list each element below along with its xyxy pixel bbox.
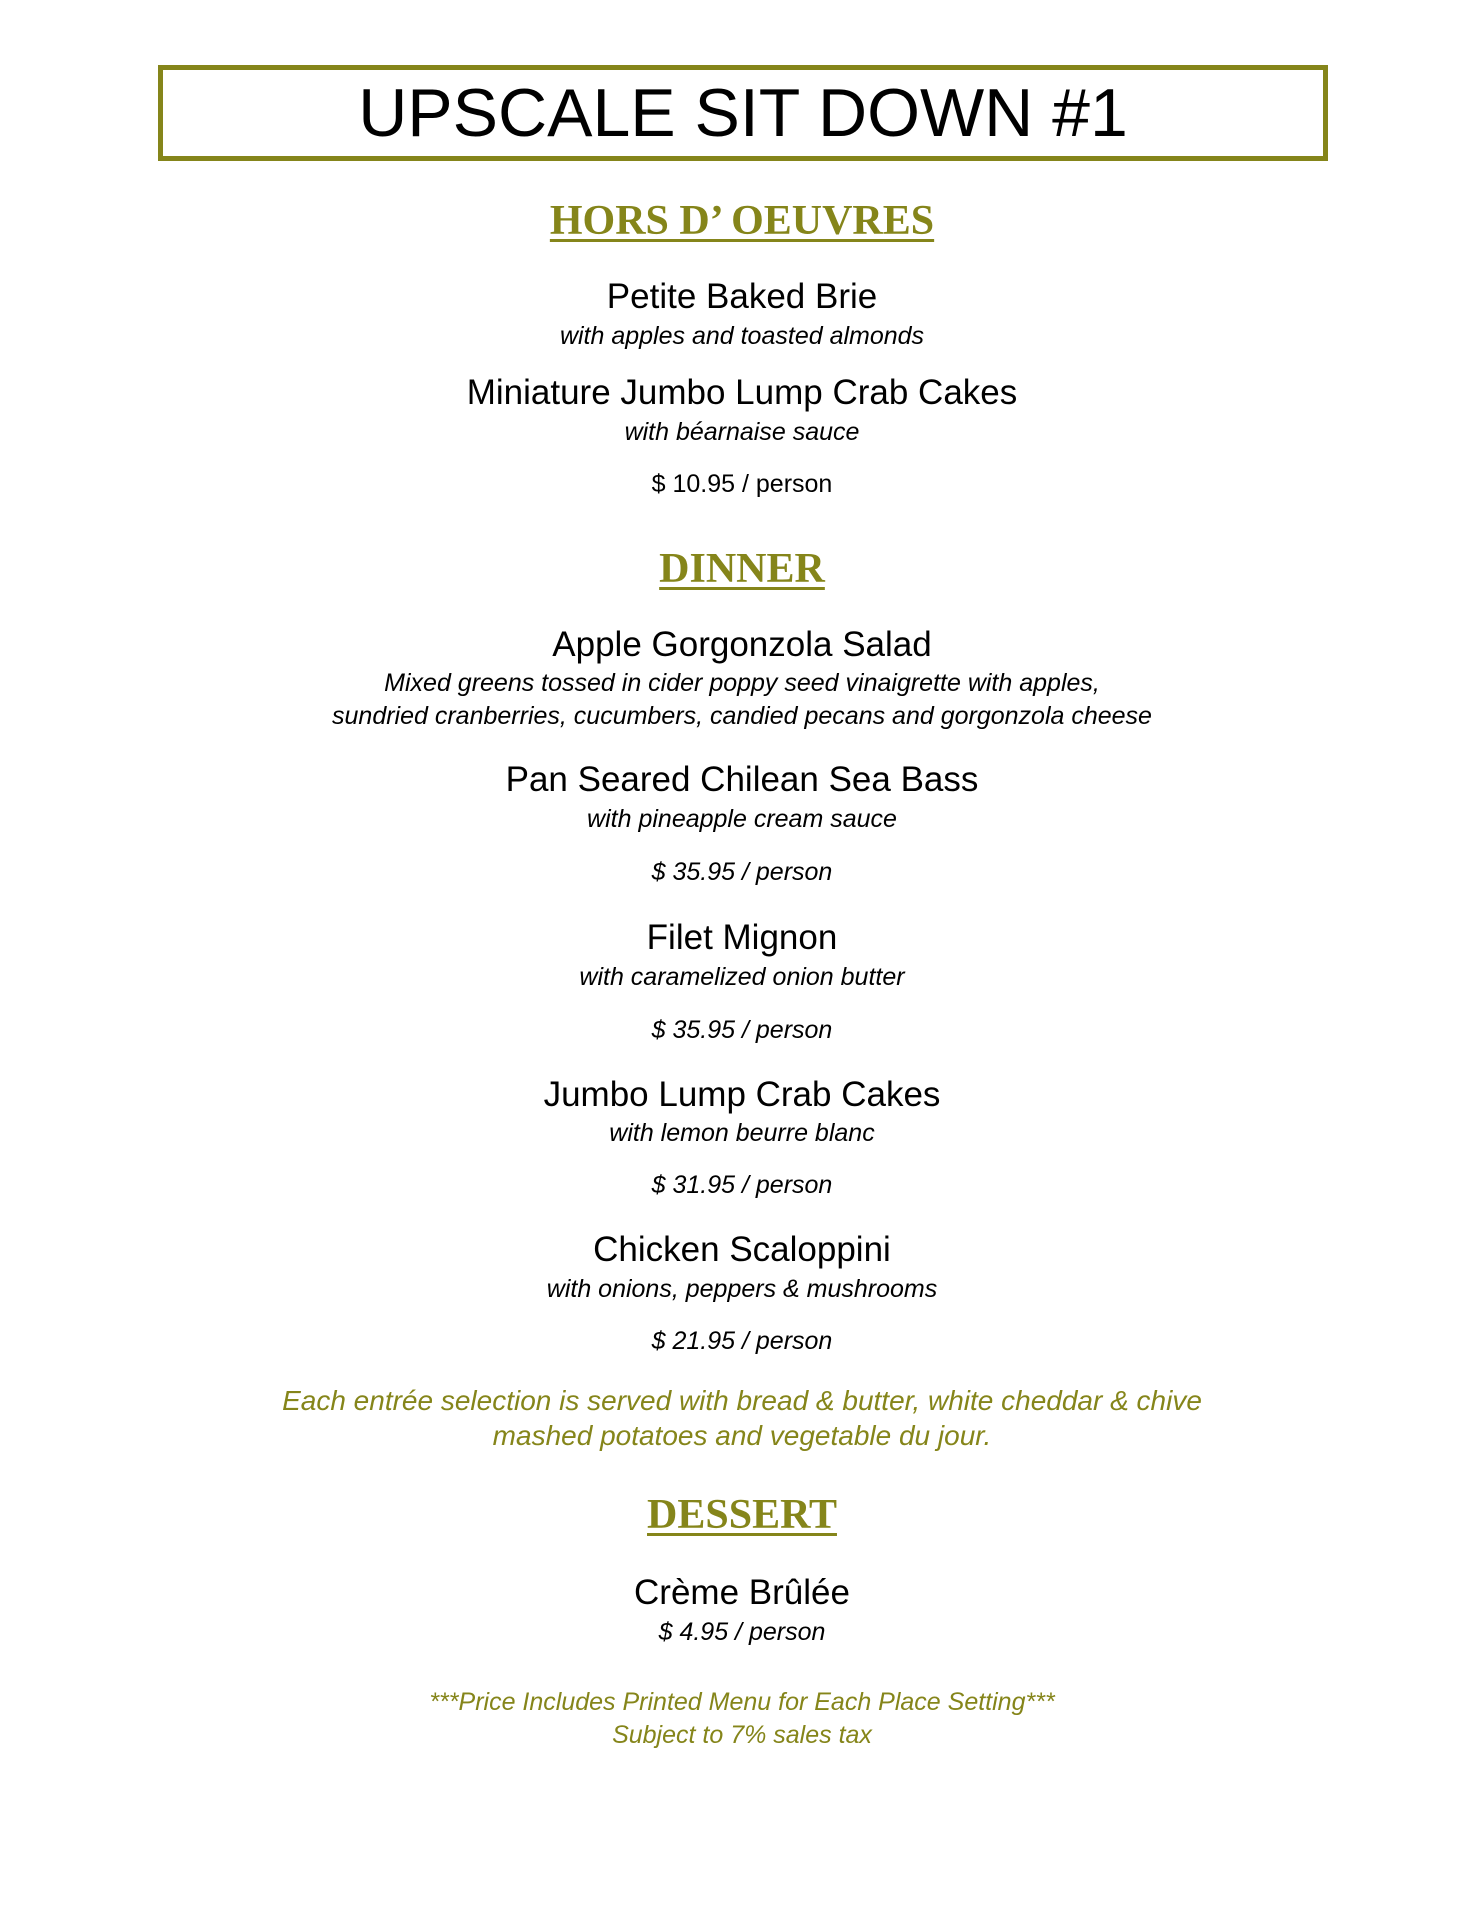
footer-note: ***Price Includes Printed Menu for Each Place Setting***: [429, 1688, 1055, 1716]
item-name: Chicken Scaloppini: [593, 1230, 891, 1269]
item-description: with lemon beurre blanc: [609, 1119, 875, 1147]
item-name: Petite Baked Brie: [606, 277, 878, 316]
item-name: Filet Mignon: [646, 918, 838, 957]
item-name: Pan Seared Chilean Sea Bass: [505, 760, 979, 799]
item-price: $ 35.95 / person: [651, 858, 833, 886]
item-name: Jumbo Lump Crab Cakes: [543, 1075, 941, 1114]
item-description: Mixed greens tossed in cider poppy seed vinaigrette with apples,: [384, 669, 1100, 697]
footer-tax-note: Subject to 7% sales tax: [612, 1721, 872, 1749]
title-box: [158, 65, 1328, 161]
item-price: $ 35.95 / person: [651, 1016, 833, 1044]
item-name: Miniature Jumbo Lump Crab Cakes: [466, 373, 1018, 412]
item-description: with onions, peppers & mushrooms: [546, 1275, 938, 1303]
section-heading-dinner: DINNER: [659, 546, 825, 592]
item-description: with apples and toasted almonds: [559, 322, 925, 350]
item-description: sundried cranberries, cucumbers, candied pecans and gorgonzola cheese: [332, 702, 1152, 730]
item-price: $ 31.95 / person: [651, 1171, 833, 1199]
item-name: Apple Gorgonzola Salad: [552, 625, 932, 664]
page-title: UPSCALE SIT DOWN #1: [358, 75, 1128, 151]
item-price: $ 21.95 / person: [651, 1327, 833, 1355]
item-description: with caramelized onion butter: [579, 963, 905, 991]
item-description: with béarnaise sauce: [624, 418, 860, 446]
item-price: $ 4.95 / person: [658, 1618, 826, 1646]
item-price: $ 10.95 / person: [651, 470, 833, 498]
section-heading-dessert: DESSERT: [647, 1492, 837, 1538]
item-description: with pineapple cream sauce: [587, 805, 897, 833]
item-name: Crème Brûlée: [634, 1573, 850, 1612]
entree-note: mashed potatoes and vegetable du jour.: [492, 1420, 992, 1451]
section-heading-hors-doeuvres: HORS D’ OEUVRES: [549, 198, 935, 244]
entree-note: Each entrée selection is served with bread & butter, white cheddar & chive: [282, 1385, 1202, 1416]
